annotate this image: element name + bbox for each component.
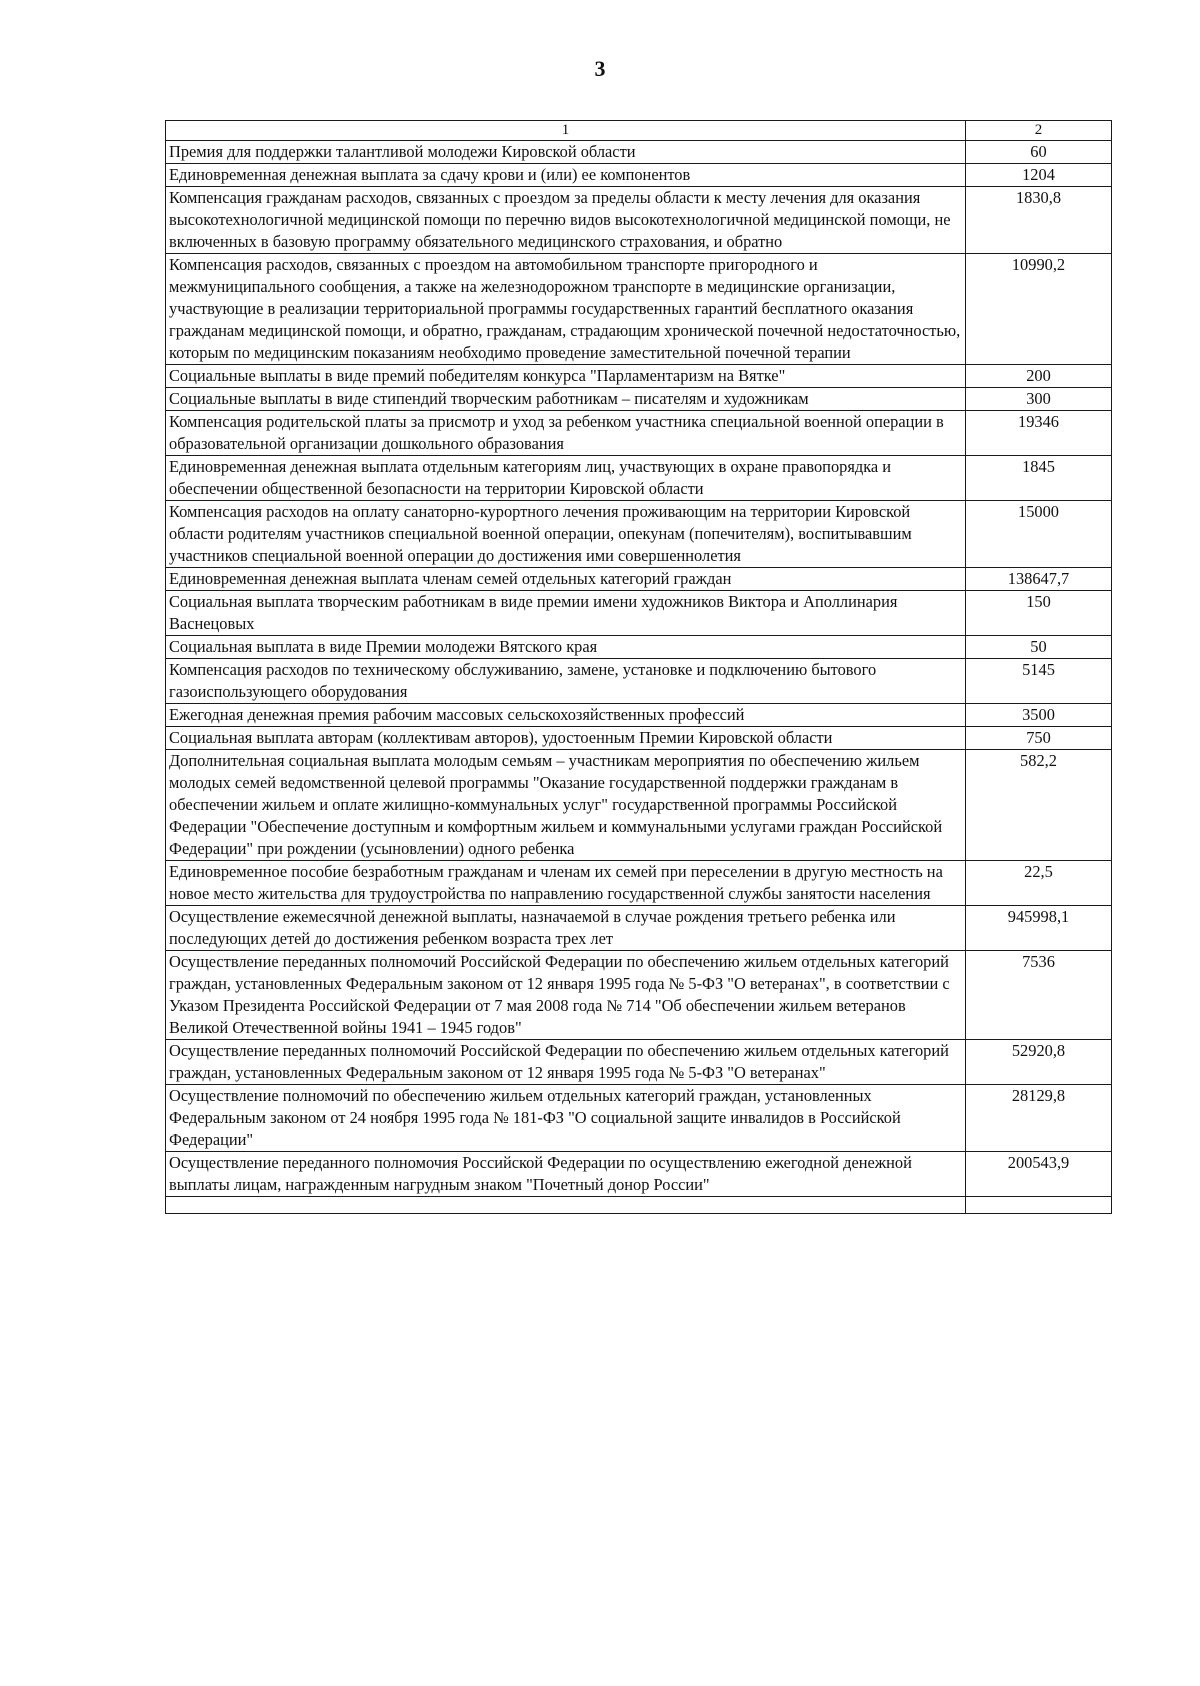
- row-value: 50: [966, 636, 1112, 659]
- table-row: [166, 1040, 1112, 1085]
- table-row: [166, 411, 1112, 456]
- row-value: 15000: [966, 501, 1112, 568]
- row-value: 19346: [966, 411, 1112, 456]
- row-value: 945998,1: [966, 906, 1112, 951]
- row-value: 1830,8: [966, 187, 1112, 254]
- row-value: 150: [966, 591, 1112, 636]
- row-name: Осуществление переданных полномочий Российской Федерации по обеспечению жильем отдельных категорий граждан, установленных Федеральным законом от 12 января 1995 года № 5-ФЗ "О ветеранах", в соответствии с Указом Президента Российской Федерации от 7 мая 2008 года № 714 "Об обеспечении жильем ветеранов Великой Отечественной войны 1941 – 1945 годов": [166, 951, 966, 1040]
- row-name: Социальные выплаты в виде стипендий творческим работникам – писателям и художникам: [166, 388, 966, 411]
- row-value: 138647,7: [966, 568, 1112, 591]
- row-value: 1204: [966, 164, 1112, 187]
- table-row: [166, 750, 1112, 861]
- table-row: [166, 704, 1112, 727]
- table-row: [166, 659, 1112, 704]
- row-value: 52920,8: [966, 1040, 1112, 1085]
- table-row-empty: [166, 1197, 1112, 1214]
- table-row: [166, 951, 1112, 1040]
- row-name: Социальная выплата в виде Премии молодежи Вятского края: [166, 636, 966, 659]
- table-row: [166, 727, 1112, 750]
- row-value: 1845: [966, 456, 1112, 501]
- row-name: Премия для поддержки талантливой молодежи Кировской области: [166, 141, 966, 164]
- row-name: Единовременная денежная выплата членам семей отдельных категорий граждан: [166, 568, 966, 591]
- row-name: Компенсация расходов, связанных с проездом на автомобильном транспорте пригородного и межмуниципального сообщения, а также на железнодорожном транспорте в медицинские организации, участвующие в реализации территориальной программы государственных гарантий бесплатного оказания гражданам медицинской помощи, и обратно, гражданам, страдающим хронической почечной недостаточностью, которым по медицинским показаниям необходимо проведение заместительной почечной терапии: [166, 254, 966, 365]
- row-name: Компенсация расходов по техническому обслуживанию, замене, установке и подключению бытового газоиспользующего оборудования: [166, 659, 966, 704]
- row-name: Осуществление ежемесячной денежной выплаты, назначаемой в случае рождения третьего ребенка или последующих детей до достижения ребенком возраста трех лет: [166, 906, 966, 951]
- row-value: 7536: [966, 951, 1112, 1040]
- row-name: Социальные выплаты в виде премий победителям конкурса "Парламентаризм на Вятке": [166, 365, 966, 388]
- row-name: Осуществление переданного полномочия Российской Федерации по осуществлению ежегодной денежной выплаты лицам, награжденным нагрудным знаком "Почетный донор России": [166, 1152, 966, 1197]
- table-row: [166, 456, 1112, 501]
- table-row: [166, 187, 1112, 254]
- row-value: 22,5: [966, 861, 1112, 906]
- row-name: Социальная выплата творческим работникам в виде премии имени художников Виктора и Аполлинария Васнецовых: [166, 591, 966, 636]
- empty-cell: [166, 1197, 966, 1214]
- payments-table: [165, 120, 1112, 1214]
- row-value: 28129,8: [966, 1085, 1112, 1152]
- table-row: [166, 861, 1112, 906]
- table-row: [166, 636, 1112, 659]
- column-header-name: 1: [166, 121, 966, 141]
- row-name: Компенсация гражданам расходов, связанных с проездом за пределы области к месту лечения для оказания высокотехнологичной медицинской помощи по перечню видов высокотехнологичной медицинской помощи, не включенных в базовую программу обязательного медицинского страхования, и обратно: [166, 187, 966, 254]
- row-name: Социальная выплата авторам (коллективам авторов), удостоенным Премии Кировской области: [166, 727, 966, 750]
- table-row: [166, 1085, 1112, 1152]
- table-row: [166, 365, 1112, 388]
- row-name: Компенсация расходов на оплату санаторно-курортного лечения проживающим на территории Кировской области родителям участников специальной военной операции, опекунам (попечителям), воспитывавшим участников специальной военной операции до достижения ими совершеннолетия: [166, 501, 966, 568]
- header-row: [166, 121, 1112, 141]
- row-value: 750: [966, 727, 1112, 750]
- row-name: Дополнительная социальная выплата молодым семьям – участникам мероприятия по обеспечению жильем молодых семей ведомственной целевой программы "Оказание государственной поддержки гражданам в обеспечении жильем и оплате жилищно-коммунальных услуг" государственной программы Российской Федерации "Обеспечение доступным и комфортным жильем и коммунальными услугами граждан Российской Федерации" при рождении (усыновлении) одного ребенка: [166, 750, 966, 861]
- row-value: 3500: [966, 704, 1112, 727]
- table-row: [166, 568, 1112, 591]
- column-header-value: 2: [966, 121, 1112, 141]
- row-name: Осуществление переданных полномочий Российской Федерации по обеспечению жильем отдельных категорий граждан, установленных Федеральным законом от 12 января 1995 года № 5-ФЗ "О ветеранах": [166, 1040, 966, 1085]
- row-name: Единовременное пособие безработным гражданам и членам их семей при переселении в другую местность на новое место жительства для трудоустройства по направлению государственной службы занятости населения: [166, 861, 966, 906]
- row-value: 300: [966, 388, 1112, 411]
- row-value: 60: [966, 141, 1112, 164]
- table-row: [166, 906, 1112, 951]
- page-number: 3: [594, 56, 606, 81]
- table-row: [166, 254, 1112, 365]
- table-row: [166, 164, 1112, 187]
- row-value: 582,2: [966, 750, 1112, 861]
- row-name: Единовременная денежная выплата отдельным категориям лиц, участвующих в охране правопорядка и обеспечении общественной безопасности на территории Кировской области: [166, 456, 966, 501]
- row-name: Ежегодная денежная премия рабочим массовых сельскохозяйственных профессий: [166, 704, 966, 727]
- row-name: Единовременная денежная выплата за сдачу крови и (или) ее компонентов: [166, 164, 966, 187]
- row-value: 10990,2: [966, 254, 1112, 365]
- table-row: [166, 591, 1112, 636]
- row-value: 5145: [966, 659, 1112, 704]
- table-row: [166, 1152, 1112, 1197]
- row-name: Компенсация родительской платы за присмотр и уход за ребенком участника специальной военной операции в образовательной организации дошкольного образования: [166, 411, 966, 456]
- row-name: Осуществление полномочий по обеспечению жильем отдельных категорий граждан, установленных Федеральным законом от 24 ноября 1995 года № 181-ФЗ "О социальной защите инвалидов в Российской Федерации": [166, 1085, 966, 1152]
- empty-cell: [966, 1197, 1112, 1214]
- table-row: [166, 388, 1112, 411]
- row-value: 200543,9: [966, 1152, 1112, 1197]
- table-row: [166, 501, 1112, 568]
- table-row: [166, 141, 1112, 164]
- row-value: 200: [966, 365, 1112, 388]
